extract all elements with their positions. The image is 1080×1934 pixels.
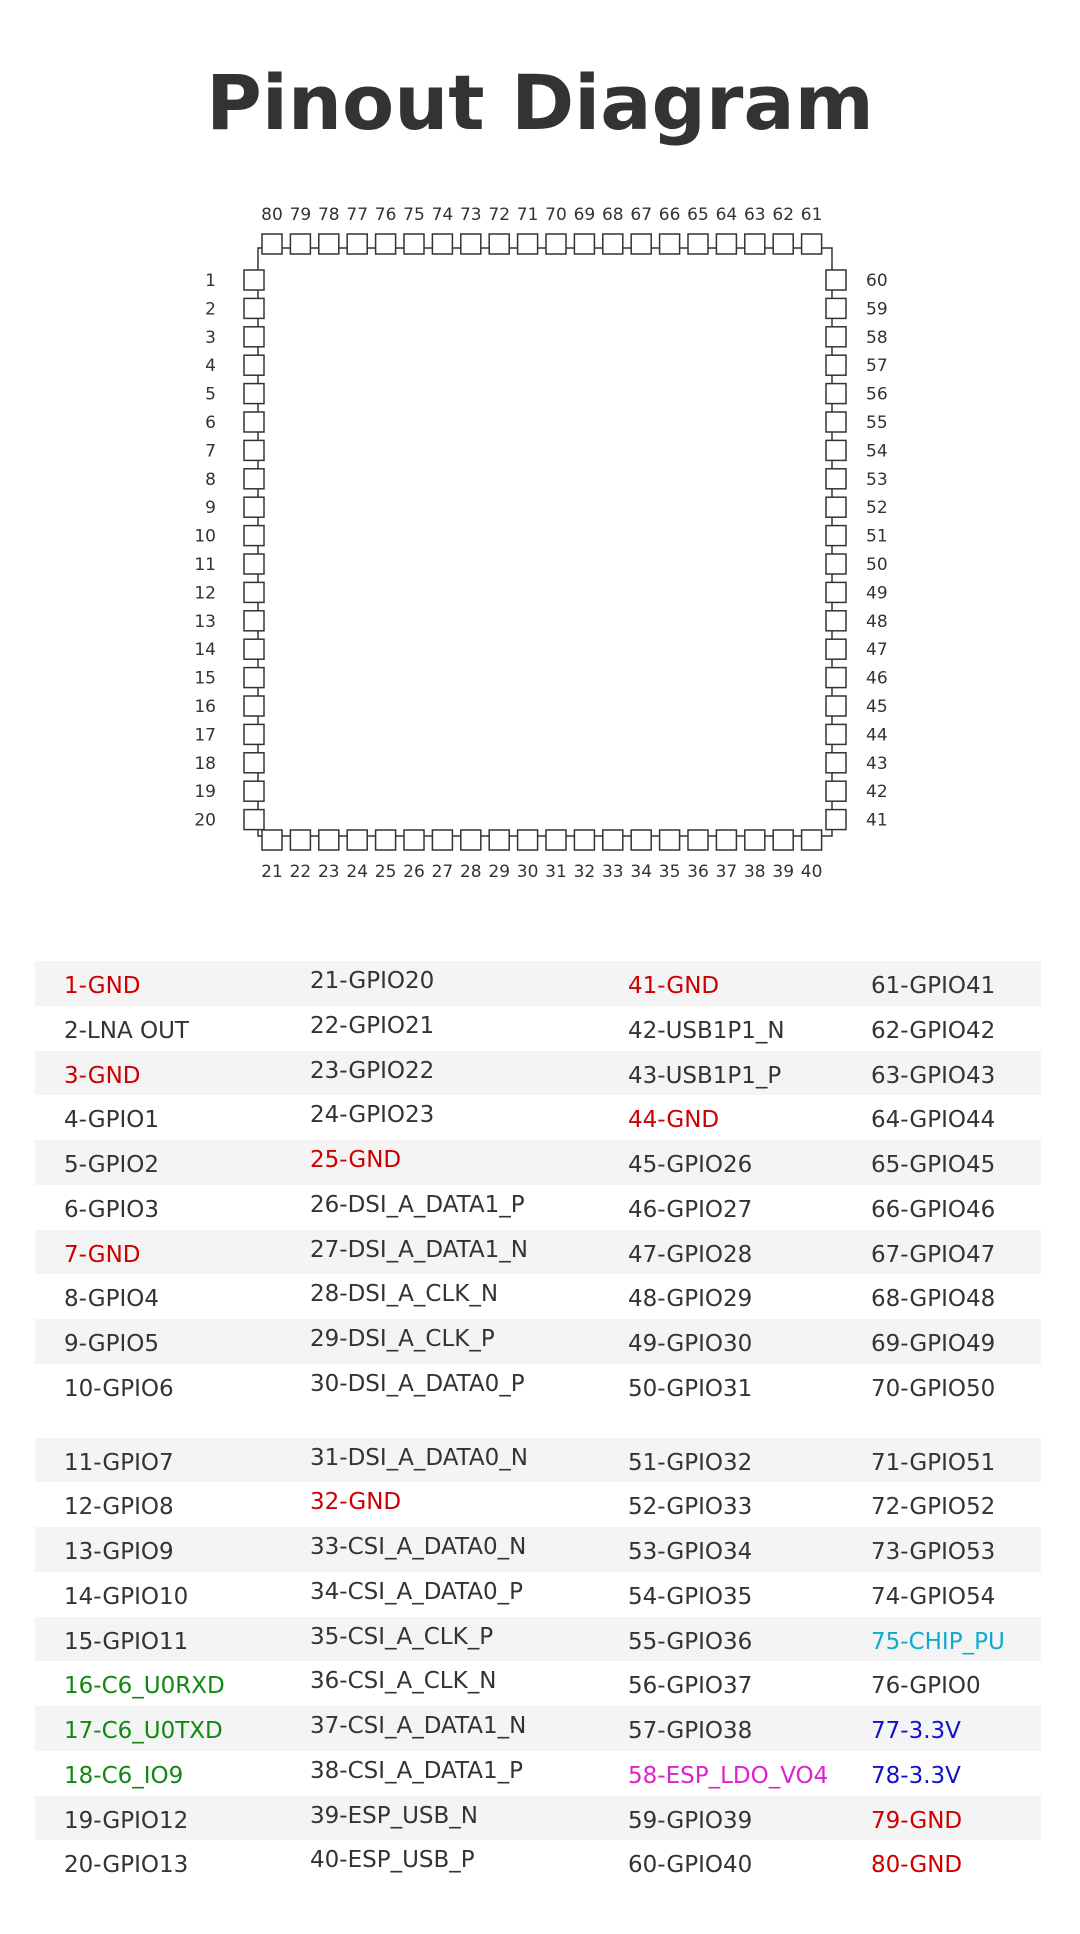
- table-row: [35, 1140, 1041, 1185]
- pin-number-43: 43: [866, 753, 888, 774]
- pin-label: 60-GPIO40: [628, 1852, 753, 1879]
- pin-number-29: 29: [488, 862, 511, 882]
- pin-label: 61-GPIO41: [871, 973, 996, 999]
- pin-number-64: 64: [715, 205, 738, 225]
- pin-pad-18: [244, 753, 264, 773]
- pin-pad-31: [546, 830, 566, 850]
- pin-label: 72-GPIO52: [871, 1494, 996, 1521]
- pin-pad-41: [826, 810, 846, 830]
- pin-pad-39: [773, 830, 793, 850]
- pin-number-6: 6: [205, 413, 216, 433]
- pin-number-72: 72: [488, 205, 511, 225]
- pin-label: 75-CHIP_PU: [871, 1628, 1005, 1655]
- pin-number-77: 77: [346, 205, 369, 225]
- pin-pad-13: [244, 611, 264, 631]
- table-row: [35, 1230, 1041, 1275]
- pin-label: 16-C6_U0RXD: [64, 1673, 225, 1700]
- pin-number-71: 71: [516, 205, 539, 225]
- pin-pad-17: [244, 724, 264, 744]
- pin-label: 51-GPIO32: [628, 1449, 753, 1476]
- pin-number-23: 23: [317, 862, 340, 882]
- pin-number-28: 28: [459, 862, 482, 882]
- pin-label: 34-CSI_A_DATA0_P: [310, 1578, 523, 1605]
- pin-label: 32-GND: [310, 1489, 402, 1516]
- pin-number-65: 65: [687, 205, 709, 225]
- pin-number-44: 44: [866, 725, 888, 746]
- pin-pad-57: [826, 355, 846, 375]
- table-row: [35, 1617, 1041, 1662]
- pin-label: 25-GND: [310, 1147, 402, 1173]
- pin-number-74: 74: [431, 205, 454, 225]
- pin-number-33: 33: [601, 862, 624, 882]
- pin-label: 49-GPIO30: [628, 1331, 753, 1357]
- pin-number-76: 76: [374, 205, 397, 225]
- pin-label: 64-GPIO44: [871, 1107, 996, 1134]
- pin-label: 20-GPIO13: [64, 1852, 189, 1879]
- pin-label: 26-DSI_A_DATA1_P: [310, 1191, 525, 1218]
- table-row: [35, 1527, 1041, 1572]
- pin-label: 3-GND: [64, 1062, 141, 1089]
- pin-number-41: 41: [866, 810, 888, 831]
- pin-label: 66-GPIO46: [871, 1196, 996, 1223]
- pin-pad-42: [826, 781, 846, 801]
- pin-pad-54: [826, 440, 846, 460]
- table-row: [35, 1319, 1041, 1364]
- pin-number-39: 39: [772, 862, 795, 882]
- pin-number-68: 68: [601, 205, 624, 225]
- pin-label: 50-GPIO31: [628, 1375, 753, 1402]
- pin-pad-55: [826, 412, 846, 432]
- table-row: [35, 1572, 1041, 1617]
- pin-number-58: 58: [866, 327, 888, 348]
- pin-pad-5: [244, 384, 264, 404]
- pin-number-62: 62: [772, 205, 795, 225]
- pin-number-2: 2: [205, 299, 216, 320]
- pin-number-37: 37: [715, 862, 738, 882]
- pin-pad-32: [574, 830, 594, 850]
- pin-pad-3: [244, 327, 264, 347]
- pin-pad-21: [262, 830, 282, 850]
- pin-pad-43: [826, 753, 846, 773]
- pin-number-52: 52: [866, 498, 888, 519]
- pin-pad-15: [244, 668, 264, 688]
- pin-number-47: 47: [866, 640, 888, 661]
- pin-pad-10: [244, 526, 264, 546]
- table-row: [35, 1051, 1041, 1096]
- pin-label: 73-GPIO53: [871, 1539, 996, 1565]
- pin-number-24: 24: [346, 862, 369, 882]
- pin-number-57: 57: [866, 356, 888, 377]
- pin-pad-30: [518, 830, 538, 850]
- pin-label: 23-GPIO22: [310, 1057, 435, 1084]
- pin-label: 10-GPIO6: [64, 1375, 174, 1402]
- pin-label: 29-DSI_A_CLK_P: [310, 1326, 495, 1352]
- pin-pad-78: [319, 234, 339, 254]
- table-row: [35, 1438, 1041, 1483]
- pin-label: 79-GND: [871, 1807, 963, 1834]
- pin-number-32: 32: [573, 862, 596, 882]
- pin-label: 70-GPIO50: [871, 1375, 996, 1402]
- pin-number-50: 50: [866, 555, 888, 575]
- pin-number-5: 5: [205, 384, 216, 405]
- pin-pad-73: [461, 234, 481, 254]
- pin-label: 56-GPIO37: [628, 1673, 753, 1700]
- pin-pad-76: [376, 234, 396, 254]
- pin-pad-24: [347, 830, 367, 850]
- pin-number-54: 54: [866, 441, 888, 462]
- pin-pad-20: [244, 810, 264, 830]
- pin-number-70: 70: [545, 205, 567, 225]
- pin-pad-56: [826, 384, 846, 404]
- pin-label: 2-LNA OUT: [64, 1017, 189, 1044]
- pin-pad-68: [603, 234, 623, 254]
- pin-label: 69-GPIO49: [871, 1331, 996, 1357]
- pin-pad-64: [716, 234, 736, 254]
- pin-label: 54-GPIO35: [628, 1583, 753, 1610]
- pin-label: 80-GND: [871, 1852, 963, 1879]
- pin-label: 9-GPIO5: [64, 1331, 159, 1357]
- pin-pad-11: [244, 554, 264, 574]
- pin-number-46: 46: [866, 668, 888, 689]
- pin-label: 62-GPIO42: [871, 1017, 996, 1044]
- pin-pad-51: [826, 526, 846, 546]
- table-row: [35, 1661, 1041, 1706]
- pin-label: 58-ESP_LDO_VO4: [628, 1762, 829, 1789]
- pin-label: 65-GPIO45: [871, 1152, 996, 1178]
- pin-pad-48: [826, 611, 846, 631]
- pin-label: 52-GPIO33: [628, 1494, 753, 1521]
- pin-label: 55-GPIO36: [628, 1628, 753, 1655]
- pin-label: 1-GND: [64, 973, 141, 999]
- pin-label: 77-3.3V: [871, 1718, 961, 1744]
- pin-label: 57-GPIO38: [628, 1718, 753, 1744]
- pin-pad-8: [244, 469, 264, 489]
- pin-pad-35: [660, 830, 680, 850]
- pin-pad-65: [688, 234, 708, 254]
- pin-pad-77: [347, 234, 367, 254]
- pin-number-18: 18: [194, 753, 216, 774]
- pin-label: 68-GPIO48: [871, 1286, 996, 1313]
- pin-pad-4: [244, 355, 264, 375]
- pin-pad-22: [290, 830, 310, 850]
- pin-number-4: 4: [205, 356, 216, 377]
- pin-pad-19: [244, 781, 264, 801]
- pin-number-79: 79: [289, 205, 312, 225]
- pin-number-75: 75: [403, 205, 425, 225]
- pin-pad-49: [826, 582, 846, 602]
- pin-pad-47: [826, 639, 846, 659]
- pin-number-25: 25: [374, 862, 397, 882]
- pin-label: 30-DSI_A_DATA0_P: [310, 1370, 525, 1397]
- pin-number-69: 69: [573, 205, 596, 225]
- pin-table: [35, 961, 1041, 1885]
- pin-label: 46-GPIO27: [628, 1196, 753, 1223]
- pin-label: 59-GPIO39: [628, 1807, 753, 1834]
- pin-number-30: 30: [516, 862, 539, 882]
- pin-label: 36-CSI_A_CLK_N: [310, 1668, 497, 1695]
- pin-label: 35-CSI_A_CLK_P: [310, 1623, 494, 1650]
- pin-number-55: 55: [866, 413, 888, 433]
- table-row: [35, 1006, 1041, 1051]
- pin-pad-1: [244, 270, 264, 290]
- pin-label: 4-GPIO1: [64, 1107, 159, 1134]
- pin-pad-2: [244, 298, 264, 318]
- pin-pad-66: [660, 234, 680, 254]
- pin-label: 8-GPIO4: [64, 1286, 159, 1313]
- pin-label: 28-DSI_A_CLK_N: [310, 1281, 499, 1308]
- pin-number-20: 20: [194, 810, 216, 831]
- chip-outline: [258, 248, 832, 836]
- pin-pad-6: [244, 412, 264, 432]
- pin-number-10: 10: [194, 526, 216, 547]
- pin-pad-70: [546, 234, 566, 254]
- pin-number-8: 8: [205, 469, 216, 490]
- pin-label: 63-GPIO43: [871, 1062, 996, 1089]
- pin-label: 14-GPIO10: [64, 1583, 189, 1610]
- pin-pad-61: [802, 234, 822, 254]
- pin-pad-25: [376, 830, 396, 850]
- pin-pad-27: [432, 830, 452, 850]
- pin-pad-12: [244, 582, 264, 602]
- pin-pad-59: [826, 298, 846, 318]
- pin-number-7: 7: [205, 441, 216, 462]
- pin-pad-38: [745, 830, 765, 850]
- pin-number-11: 11: [194, 555, 216, 575]
- pin-number-35: 35: [658, 862, 681, 882]
- pin-label: 19-GPIO12: [64, 1807, 189, 1834]
- pin-number-26: 26: [403, 862, 425, 882]
- pin-label: 53-GPIO34: [628, 1539, 753, 1565]
- pin-label: 48-GPIO29: [628, 1286, 753, 1313]
- pin-number-61: 61: [800, 205, 823, 225]
- pin-number-59: 59: [866, 299, 888, 320]
- pin-number-9: 9: [205, 498, 216, 519]
- pin-number-66: 66: [658, 205, 681, 225]
- pin-pad-33: [603, 830, 623, 850]
- pin-pad-26: [404, 830, 424, 850]
- pin-number-34: 34: [630, 862, 653, 882]
- pin-label: 17-C6_U0TXD: [64, 1718, 223, 1744]
- pin-pad-46: [826, 668, 846, 688]
- pin-number-60: 60: [866, 271, 888, 291]
- pin-label: 18-C6_IO9: [64, 1762, 184, 1789]
- table-row: [35, 1482, 1041, 1527]
- pin-number-36: 36: [687, 862, 709, 882]
- pin-label: 45-GPIO26: [628, 1152, 753, 1178]
- pin-pad-79: [290, 234, 310, 254]
- pin-label: 78-3.3V: [871, 1762, 961, 1789]
- table-row: [35, 1274, 1041, 1319]
- pin-pad-63: [745, 234, 765, 254]
- pin-label: 67-GPIO47: [871, 1241, 996, 1268]
- pin-label: 31-DSI_A_DATA0_N: [310, 1444, 528, 1471]
- pin-label: 71-GPIO51: [871, 1449, 996, 1476]
- pin-pad-80: [262, 234, 282, 254]
- table-row: [35, 1095, 1041, 1140]
- pin-number-31: 31: [545, 862, 567, 882]
- pin-number-22: 22: [289, 862, 312, 882]
- pin-label: 41-GND: [628, 973, 720, 999]
- pin-label: 13-GPIO9: [64, 1539, 174, 1565]
- pin-number-73: 73: [459, 205, 482, 225]
- pin-number-53: 53: [866, 469, 888, 490]
- table-row: [35, 1185, 1041, 1230]
- pin-pad-14: [244, 639, 264, 659]
- pin-pad-52: [826, 497, 846, 517]
- pin-pad-23: [319, 830, 339, 850]
- pin-label: 42-USB1P1_N: [628, 1017, 785, 1044]
- pin-label: 43-USB1P1_P: [628, 1062, 782, 1089]
- pin-pad-74: [432, 234, 452, 254]
- pin-number-3: 3: [205, 327, 216, 348]
- pin-number-12: 12: [194, 583, 216, 604]
- pin-pad-67: [631, 234, 651, 254]
- pin-label: 47-GPIO28: [628, 1241, 753, 1268]
- pin-number-67: 67: [630, 205, 653, 225]
- table-row: [35, 1706, 1041, 1751]
- pin-pad-37: [716, 830, 736, 850]
- pin-pad-45: [826, 696, 846, 716]
- pin-number-17: 17: [194, 725, 216, 746]
- pin-label: 40-ESP_USB_P: [310, 1847, 475, 1874]
- pin-pad-75: [404, 234, 424, 254]
- pin-number-42: 42: [866, 782, 888, 803]
- pin-pad-62: [773, 234, 793, 254]
- pin-label: 38-CSI_A_DATA1_P: [310, 1757, 523, 1784]
- pin-label: 76-GPIO0: [871, 1673, 981, 1700]
- chip-pinout-diagram: [0, 0, 1080, 900]
- table-row: [35, 1364, 1041, 1409]
- pin-number-49: 49: [866, 583, 888, 604]
- table-row: [35, 1796, 1041, 1841]
- pin-number-45: 45: [866, 697, 888, 717]
- pin-pad-40: [802, 830, 822, 850]
- pin-label: 39-ESP_USB_N: [310, 1802, 478, 1829]
- pin-label: 15-GPIO11: [64, 1628, 189, 1655]
- pin-label: 44-GND: [628, 1107, 720, 1134]
- pin-number-48: 48: [866, 611, 888, 632]
- pin-number-19: 19: [194, 782, 216, 803]
- pin-pad-58: [826, 327, 846, 347]
- pin-number-63: 63: [743, 205, 766, 225]
- pin-label: 74-GPIO54: [871, 1583, 996, 1610]
- pin-label: 6-GPIO3: [64, 1196, 159, 1223]
- pin-number-15: 15: [194, 668, 216, 689]
- pin-pad-9: [244, 497, 264, 517]
- pin-number-13: 13: [194, 611, 216, 632]
- pin-label: 7-GND: [64, 1241, 141, 1268]
- pin-pad-69: [574, 234, 594, 254]
- pin-pad-50: [826, 554, 846, 574]
- pin-number-1: 1: [205, 271, 216, 291]
- pin-label: 11-GPIO7: [64, 1449, 174, 1476]
- pin-pad-72: [489, 234, 509, 254]
- pin-label: 24-GPIO23: [310, 1102, 435, 1129]
- pin-number-40: 40: [800, 862, 823, 882]
- pin-label: 21-GPIO20: [310, 968, 435, 994]
- pin-pad-7: [244, 440, 264, 460]
- pin-number-80: 80: [261, 205, 283, 225]
- pin-pad-53: [826, 469, 846, 489]
- pin-pad-16: [244, 696, 264, 716]
- pin-label: 37-CSI_A_DATA1_N: [310, 1713, 527, 1739]
- pin-label: 12-GPIO8: [64, 1494, 174, 1521]
- pin-label: 22-GPIO21: [310, 1012, 435, 1039]
- pin-pad-44: [826, 724, 846, 744]
- pin-number-16: 16: [194, 697, 216, 717]
- pin-number-21: 21: [261, 862, 283, 882]
- pin-label: 5-GPIO2: [64, 1152, 159, 1178]
- pin-pad-34: [631, 830, 651, 850]
- pin-number-14: 14: [194, 640, 216, 661]
- table-row: [35, 1751, 1041, 1796]
- pin-number-51: 51: [866, 526, 888, 547]
- table-row: [35, 961, 1041, 1006]
- pin-pad-29: [489, 830, 509, 850]
- page-title: Pinout Diagram: [206, 58, 874, 147]
- pin-label: 27-DSI_A_DATA1_N: [310, 1236, 528, 1263]
- pin-number-56: 56: [866, 384, 888, 405]
- pin-pad-36: [688, 830, 708, 850]
- pin-number-27: 27: [431, 862, 454, 882]
- pin-pad-71: [518, 234, 538, 254]
- pin-label: 33-CSI_A_DATA0_N: [310, 1534, 527, 1560]
- pin-pad-28: [461, 830, 481, 850]
- pin-pad-60: [826, 270, 846, 290]
- pin-number-38: 38: [743, 862, 766, 882]
- table-row: [35, 1840, 1041, 1885]
- pin-number-78: 78: [317, 205, 340, 225]
